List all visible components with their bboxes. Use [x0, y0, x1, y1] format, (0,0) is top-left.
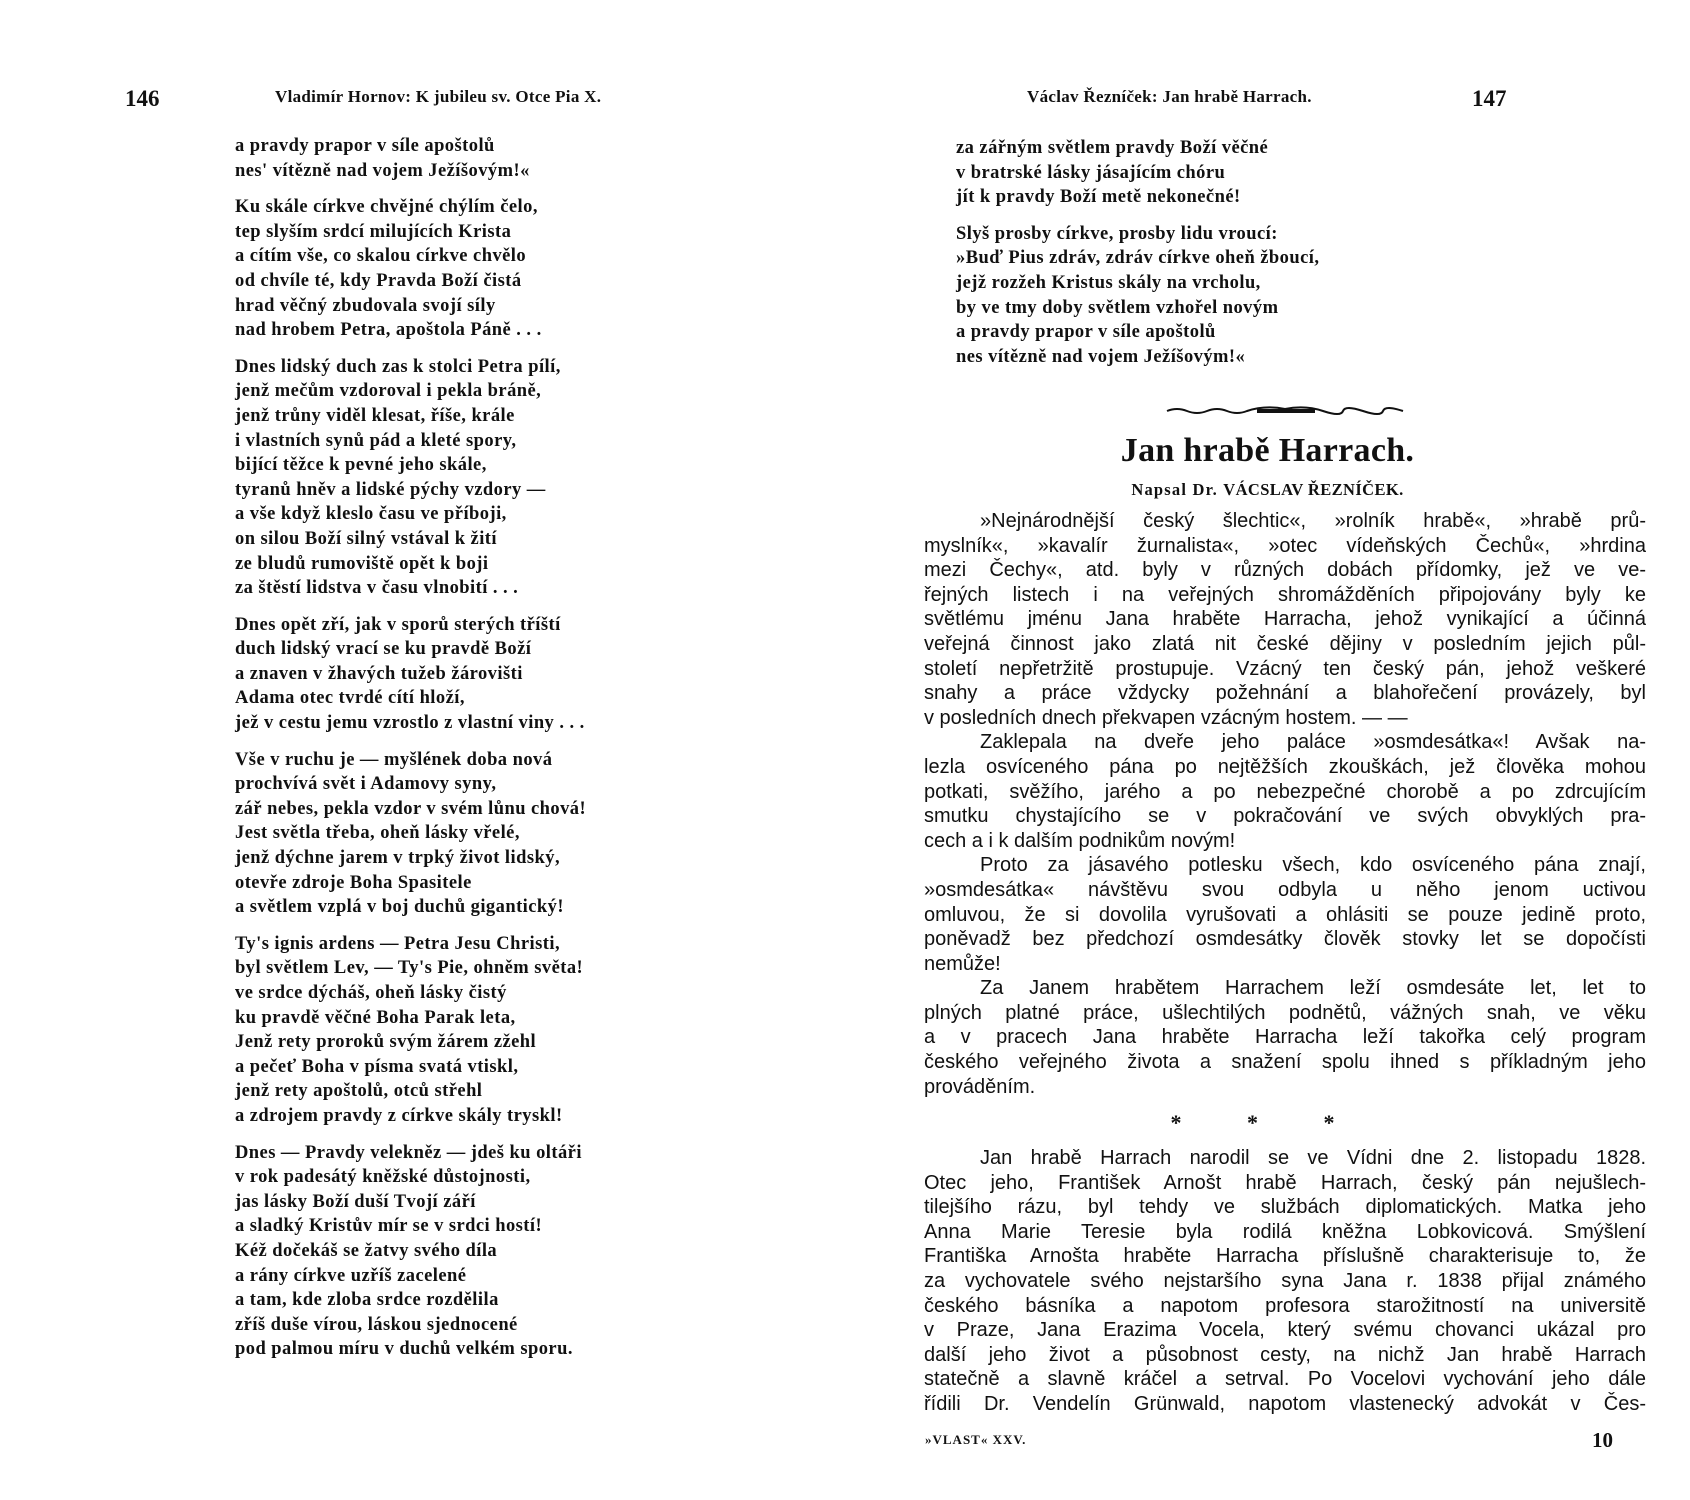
verse-line: prochvívá svět i Adamovy syny, — [235, 774, 497, 795]
verse-line: on silou Boží silný vstával k žití — [235, 528, 498, 549]
footer-number: 10 — [1592, 1428, 1613, 1452]
stanza — [956, 136, 1319, 210]
body-line: Proto za jásavého potlesku všech, kdo osvíceného pána znají, — [980, 854, 1646, 877]
verse-line: jež v cestu jemu vzrostlo z vlastní viny . . . — [235, 713, 585, 734]
body-line: veřejná činnost jako zlatá nit české dějiny v posledním jejich půl- — [924, 632, 1646, 655]
verse-line: od chvíle té, kdy Pravda Boží čistá — [235, 270, 522, 291]
verse-line: tyranů hněv a lidské pýchy vzdory — — [235, 479, 546, 500]
body-line: poněvadž bez předchozí osmdesátky člověk stovky let se dopočísti — [924, 928, 1646, 951]
body-line: Otec jeho, František Arnošt hrabě Harrach, český pán nejušlech- — [924, 1171, 1646, 1194]
verse-line: jenž rety apoštolů, otců střehl — [235, 1081, 483, 1102]
footer-signature: »VLAST« XXV. — [925, 1432, 1027, 1447]
verse-line: jejž rozžeh Kristus skály na vrcholu, — [956, 272, 1261, 293]
verse-line: hrad věčný zbudovala svojí síly — [235, 295, 496, 316]
body-line: českého básníka a napotom profesora starožitností na universitě — [924, 1294, 1646, 1317]
body-line: myslník«, »kavalír žurnalista«, »otec vídeňských Čechů«, »hrdina — [924, 534, 1646, 557]
body-line: Jan hrabě Harrach narodil se ve Vídni dne 2. listopadu 1828. — [980, 1147, 1646, 1169]
verse-line: jas lásky Boží duší Tvojí září — [235, 1191, 476, 1212]
body-line: smutku chystajícího se v pokračování ve svých obvyklých pra- — [924, 805, 1646, 828]
verse-line: bijící těžce k pevné jeho skále, — [235, 455, 487, 476]
stanza — [956, 222, 1319, 370]
body-line: statečně a slavně kráčel a setrval. Po Vocelovi vychování jeho dále — [924, 1368, 1646, 1391]
verse-line: za zářným světlem pravdy Boží věčné — [956, 138, 1269, 158]
stanza — [235, 195, 586, 343]
verse-line: v bratrské lásky jásajícím chóru — [956, 162, 1226, 183]
page-number: 147 — [1472, 86, 1507, 111]
body-line: nemůže! — [924, 952, 1001, 975]
verse-line: nes' vítězně nad vojem Ježíšovým!« — [235, 160, 530, 181]
verse-line: a pravdy prapor v síle apoštolů — [235, 136, 495, 156]
verse-line: nad hrobem Petra, apoštola Páně . . . — [235, 320, 542, 341]
verse-line: nes vítězně nad vojem Ježíšovým!« — [956, 346, 1246, 367]
article-body-continued — [924, 1146, 1646, 1417]
section-separator: * * * — [1170, 1110, 1365, 1135]
body-line: tilejšího rázu, byl tehdy ve službách diplomatických. Matka jeho — [924, 1196, 1646, 1219]
stanza — [235, 748, 586, 920]
byline — [845, 480, 1690, 500]
verse-line: Jenž rety proroků svým žárem zžehl — [235, 1032, 537, 1053]
verse-line: zříš duše vírou, láskou sjednocené — [235, 1314, 518, 1335]
body-line: Anna Marie Teresie byla rodilá kněžna Lobkovicová. Smýšlení — [924, 1220, 1646, 1243]
verse-line: jenž mečům vzdoroval i pekla bráně, — [235, 381, 542, 402]
verse-line: jenž dýchne jarem v trpký život lidský, — [235, 848, 561, 869]
verse-line: a tam, kde zloba srdce rozdělila — [235, 1290, 499, 1311]
article-title: Jan hrabě Harrach. — [1120, 432, 1415, 469]
verse-line: a pečeť Boha v písma svatá vtiskl, — [235, 1056, 519, 1077]
body-line: snahy a práce vždycky požehnání a blahořečení provázely, byl — [924, 682, 1646, 705]
verse-line: jenž trůny viděl klesat, říše, krále — [235, 405, 515, 426]
ornamental-divider — [1165, 405, 1405, 417]
body-line: za vychovatele svého nejstaršího syna Jana r. 1838 přijal známého — [924, 1269, 1646, 1292]
body-line: potkati, svěžího, jarého a po nebezpečné chorobě a po zdrcujícím — [924, 780, 1646, 803]
verse-line: ku pravdě věčné Boha Parak leta, — [235, 1007, 516, 1028]
body-line: lezla osvíceného pána po nejtěžších zkouškách, jež člověka mohou — [924, 755, 1646, 778]
body-line: století nepřetržitě prostupuje. Vzácný ten český pán, jehož veškeré — [924, 657, 1646, 680]
verse-line: Jest světla třeba, oheň lásky vřelé, — [235, 823, 520, 844]
poem-continuation — [235, 134, 586, 1374]
body-line: a v pracech Jana hraběte Harracha leží takořka celý program — [924, 1026, 1646, 1049]
verse-line: v rok padesátý kněžské důstojnosti, — [235, 1167, 531, 1188]
page-number: 146 — [125, 86, 160, 111]
verse-line: a světlem vzplá v boj duchů gigantický! — [235, 897, 564, 918]
verse-line: Dnes — Pravdy velekněz — jdeš ku oltáři — [235, 1142, 582, 1163]
body-line: mezi Čechy«, atd. byly v různých dobách přídomky, jež ve ve- — [924, 559, 1646, 582]
verse-line: otevře zdroje Boha Spasitele — [235, 872, 472, 893]
verse-line: Dnes lidský duch zas k stolci Petra pílí, — [235, 356, 561, 377]
verse-line: za štěstí lidstva v času vlnobití . . . — [235, 578, 519, 599]
body-line: řídili Dr. Vendelín Grünwald, napotom vlastenecký advokát v Čes- — [924, 1392, 1646, 1415]
running-head: Václav Řezníček: Jan hrabě Harrach. — [1027, 87, 1312, 106]
verse-line: a sladký Kristův mír se v srdci hostí! — [235, 1216, 543, 1237]
verse-line: Vše v ruchu je — myšlének doba nová — [235, 749, 553, 770]
byline-author: VÁCSLAV ŘEZNÍČEK. — [1223, 480, 1404, 499]
body-line: omluvou, že si dovolila vyrušovati a ohlásiti se pouze jedině proto, — [924, 903, 1646, 926]
poem-ending — [956, 136, 1319, 381]
verse-line: duch lidský vrací se ku pravdě Boží — [235, 639, 532, 660]
body-line: plných platné práce, ušlechtilých podnětů, vážných snah, ve věku — [924, 1001, 1646, 1024]
verse-line: jít k pravdy Boží metě nekonečné! — [956, 187, 1241, 208]
verse-line: Ty's ignis ardens — Petra Jesu Christi, — [235, 933, 561, 954]
verse-line: a znaven v žhavých tužeb žárovišti — [235, 663, 523, 684]
stanza — [235, 1141, 586, 1362]
verse-line: Dnes opět zří, jak v sporů sterých tříští — [235, 614, 561, 635]
verse-line: a vše když kleslo času ve příboji, — [235, 504, 507, 525]
stanza — [235, 355, 586, 601]
verse-line: by ve tmy doby světlem vzhořel novým — [956, 297, 1279, 318]
verse-line: a rány církve uzříš zacelené — [235, 1265, 467, 1286]
verse-line: Kéž dočekáš se žatvy svého díla — [235, 1240, 498, 1261]
verse-line: »Buď Pius zdráv, zdráv církve oheň žboucí, — [956, 248, 1320, 269]
verse-line: zář nebes, pekla vzdor v svém lůnu chová! — [235, 798, 587, 819]
verse-line: Slyš prosby církve, prosby lidu vroucí: — [956, 223, 1278, 244]
verse-line: Ku skále církve chvějné chýlím čelo, — [235, 197, 538, 218]
verse-line: tep slyším srdcí milujících Krista — [235, 221, 512, 242]
verse-line: ze bludů rumoviště opět k boji — [235, 553, 489, 574]
stanza — [235, 613, 586, 736]
body-line: Zaklepala na dveře jeho paláce »osmdesátka«! Avšak na- — [980, 731, 1646, 754]
verse-line: i vlastních synů pád a kleté spory, — [235, 430, 517, 451]
body-line: v posledních dnech překvapen vzácným hostem. — — — [924, 706, 1408, 729]
body-line: Za Janem hrabětem Harrachem leží osmdesáte let, let to — [980, 977, 1646, 1000]
article-body — [924, 509, 1646, 1099]
body-line: »osmdesátka« návštěvu svou odbyla u něho jenom uctivou — [924, 878, 1646, 901]
body-line: další jeho život a působnost cesty, na nichž Jan hrabě Harrach — [924, 1343, 1646, 1366]
verse-line: a cítím vše, co skalou církve chvělo — [235, 246, 527, 267]
right-page — [845, 0, 1690, 1500]
verse-line: byl světlem Lev, — Ty's Pie, ohněm světa! — [235, 958, 584, 979]
body-line: cech a i k dalším podnikům novým! — [924, 829, 1236, 852]
running-head: Vladimír Hornov: K jubileu sv. Otce Pia X. — [275, 87, 602, 106]
verse-line: Adama otec tvrdé cítí hloží, — [235, 688, 465, 709]
body-line: českého veřejného života a snažení spolu ihned s příkladným jeho — [924, 1051, 1646, 1074]
verse-line: ve srdce dýcháš, oheň lásky čistý — [235, 983, 507, 1003]
verse-line: pod palmou míru v duchů velkém sporu. — [235, 1339, 573, 1360]
verse-line: a pravdy prapor v síle apoštolů — [956, 322, 1216, 343]
body-line: světlému jménu Jana hraběte Harracha, jehož vynikající a účinná — [924, 608, 1646, 631]
body-line: Františka Arnošta hraběte Harracha příslušně charakterisuje to, že — [924, 1245, 1646, 1268]
verse-line: a zdrojem pravdy z církve skály tryskl! — [235, 1105, 563, 1126]
body-line: v Praze, Jana Erazima Vocela, který svému chovanci ukázal pro — [924, 1319, 1646, 1342]
byline-prefix: Napsal Dr. — [1131, 480, 1218, 499]
body-line: prováděním. — [924, 1075, 1036, 1098]
body-line: řejných listech i na veřejných shromážděních připojovány byly ke — [924, 583, 1646, 606]
body-line: »Nejnárodnější český šlechtic«, »rolník hrabě«, »hrabě prů- — [980, 510, 1646, 532]
stanza — [235, 932, 586, 1129]
stanza — [235, 134, 586, 183]
